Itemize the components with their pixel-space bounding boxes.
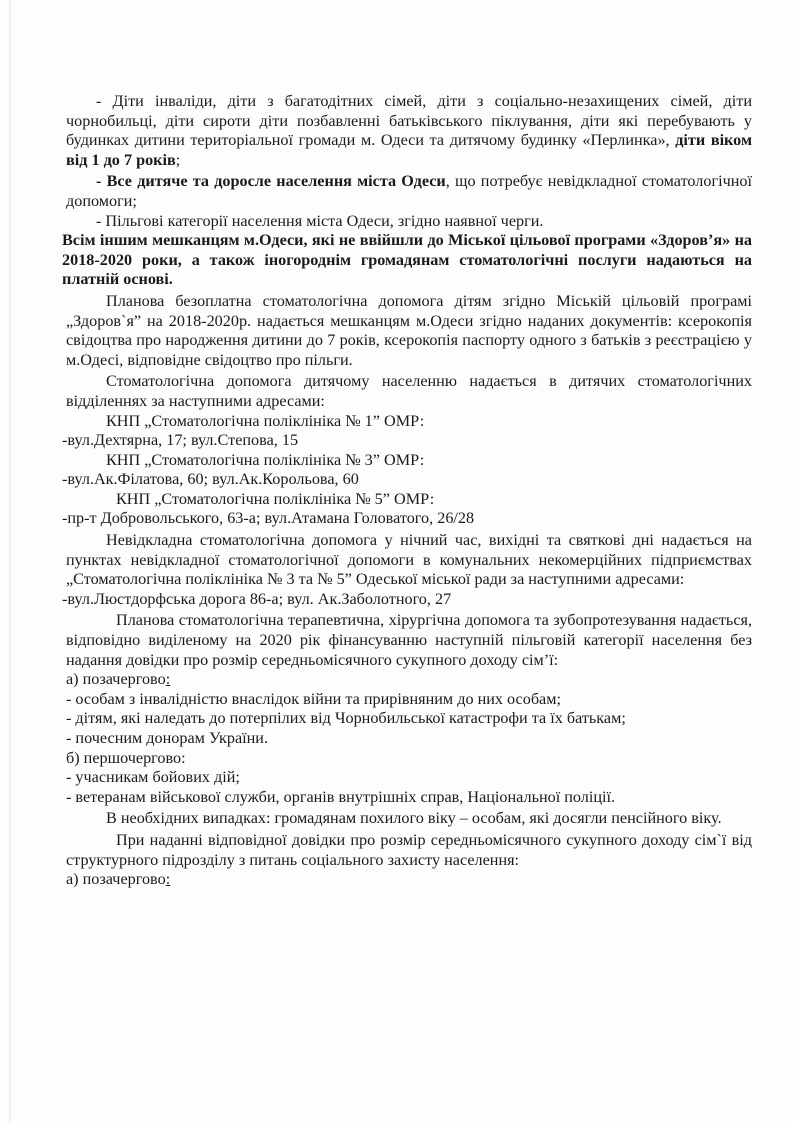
text-list-b-label: б) першочергово: (66, 748, 186, 767)
text-eligible-children: - Діти інваліди, діти з багатодітних сімей, діти з соціально-незахищених сімей, діти чорнобильці, діти сироти діти позбавленні батьківського піклування, діти які перебувають у будинках дитини територіальної громади м. Одеси та дитячому будинку «Перлинка», (66, 92, 752, 150)
paragraph-children-departments (66, 372, 752, 411)
clinic-3-title (66, 451, 752, 471)
text-a3: - почесним донорам України. (66, 729, 269, 747)
list-b-heading (66, 749, 752, 769)
text-a1: - особам з інвалідністю внаслідок війни та прирівняним до них особам; (66, 689, 561, 708)
paragraph-privileged-categories (66, 212, 752, 232)
text-list-a2-label: а) позачергово (66, 870, 166, 889)
paragraph-all-population (66, 172, 752, 211)
clinic-3-address (62, 470, 752, 490)
list-b-item-1 (66, 768, 752, 788)
text-clinic-3: КНП „Стоматологічна поліклініка № 3” ОМР: (106, 450, 425, 469)
paragraph-elderly (66, 809, 752, 829)
clinic-1-title (66, 412, 752, 432)
clinic-1-address (62, 431, 752, 451)
text-urgent-care: , що потребує невідкладної стоматологічної допомоги; (66, 172, 753, 210)
text-b2: - ветеранам військової служби, органів внутрішніх справ, Національної поліції. (66, 787, 616, 806)
list-a-heading (66, 670, 752, 690)
text-emergency-address: -вул.Люстдорфська дорога 86-а; вул. Ак.Заболотного, 27 (62, 589, 452, 608)
paragraph-planned-therapy (66, 611, 752, 670)
text-list-a2-colon: : (165, 870, 171, 889)
text-elderly: В необхідних випадках: громадянам похилого віку – особам, які досягли пенсійного віку. (106, 809, 722, 828)
text-clinic-5: КНП „Стоматологічна поліклініка № 5” ОМР: (116, 489, 435, 508)
clinic-5-title (66, 490, 752, 510)
text-clinic-1: КНП „Стоматологічна поліклініка № 1” ОМР: (106, 411, 425, 430)
text-children-departments: Стоматологічна допомога дитячому населенню надається в дитячих стоматологічних відділеннях за наступними адресами: (66, 372, 752, 410)
paragraph-planned-free-care (66, 292, 752, 370)
paragraph-income-certificate (66, 831, 752, 870)
paragraph-paid-services (62, 231, 752, 290)
text-planned-free-care: Планова безоплатна стоматологічна допомога дітям згідно Міській цільовій програмі „Здоров`я” на 2018-2020р. надається мешканцям м.Одеси згідно наданих документів: ксерокопія свідоцтва про народження дитини до 7 років, ксерокопія паспорту одного з батьків з реєстрацією у м.Одесі, відповідне свідоцтво про пільги. (66, 291, 752, 369)
text-paid-services: Всім іншим мешканцям м.Одеси, які не ввійшли до Міської цільової програми «Здоров’я» на 2018-2020 роки, а також іногороднім громадянам стоматологічні послуги надаються на платній основі. (62, 231, 752, 289)
text-list-a-label: а) позачергово (66, 670, 166, 689)
text-list-a-colon: : (165, 670, 171, 689)
paragraph-emergency-care (66, 531, 752, 590)
text-age-range: діти віком від 1 до 7 років (66, 131, 752, 169)
list-a-item-2 (66, 709, 752, 729)
text-emergency-care: Невідкладна стоматологічна допомога у нічний час, вихідні та святкові дні надається на пунктах невідкладної стоматологічної допомоги в комунальних некомерційних підприємствах „Стоматологічна поліклініка № 3 та № 5” Одеської міської ради за наступними адресами: (66, 531, 752, 589)
paragraph-eligible-children (66, 92, 752, 170)
list-a2-heading (66, 870, 752, 890)
text-address-3: -вул.Ак.Філатова, 60; вул.Ак.Корольова, 60 (62, 470, 359, 489)
clinic-5-address (62, 509, 752, 529)
text-planned-therapy: Планова стоматологічна терапевтична, хірургічна допомога та зубопротезування надається, відповідно виділеному на 2020 рік фінансуванню наступній пільговій категорії населення без надання довідки про розмір середньомісячного сукупного доходу сім’ї: (66, 611, 752, 669)
text-privileged-categories: - Пільгові категорії населення міста Одеси, згідно наявної черги. (96, 211, 544, 230)
text-a2: - дітям, які наледать до потерпілих від Чорнобильської катастрофи та їх батькам; (66, 709, 626, 728)
text-address-1: -вул.Дехтярна, 17; вул.Степова, 15 (62, 431, 299, 450)
list-a-item-1 (66, 690, 752, 710)
text-semicolon: ; (175, 150, 181, 169)
emergency-address (62, 590, 752, 610)
text-income-certificate: При наданні відповідної довідки про розмір середньомісячного сукупного доходу сім`ї від структурного підрозділу з питань соціального захисту населення: (66, 830, 752, 869)
text-address-5: -пр-т Добровольського, 63-а; вул.Атамана Головатого, 26/28 (62, 509, 475, 528)
scan-edge-mark (0, 0, 20, 1123)
list-b-item-2 (66, 788, 752, 808)
text-all-population: - Все дитяче та доросле населення міста Одеси (96, 172, 446, 191)
text-b1: - учасникам бойових дій; (66, 768, 240, 787)
list-a-item-3 (66, 729, 752, 749)
